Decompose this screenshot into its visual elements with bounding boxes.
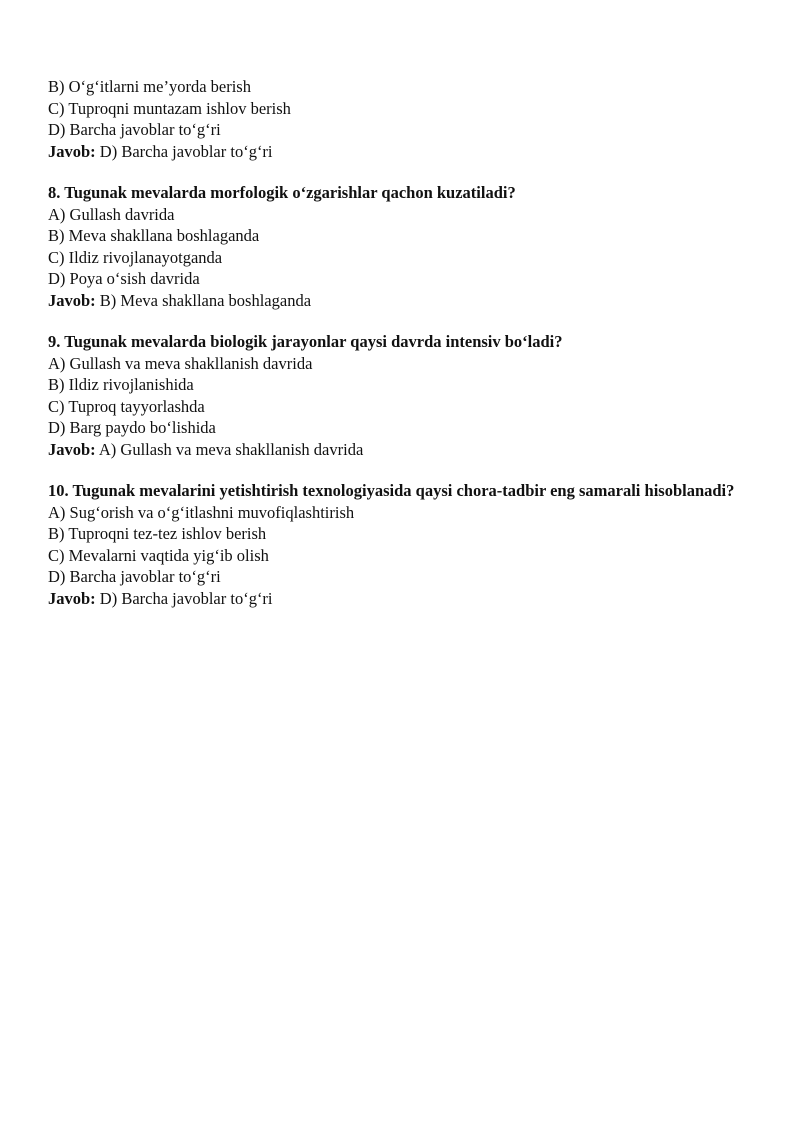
option-b: B) Ildiz rivojlanishida [48,375,194,394]
question-9 [48,331,748,460]
option-d: D) Barg paydo bo‘lishida [48,418,216,437]
option-a: A) Gullash va meva shakllanish davrida [48,353,313,373]
option-c: C) Ildiz rivojlanayotganda [48,247,223,267]
question-7-continuation [48,76,748,162]
question-text: 9. Tugunak mevalarda biologik jarayonlar qaysi davrda intensiv bo‘ladi? [48,332,563,351]
option-c: C) Mevalarni vaqtida yig‘ib olish [48,545,269,565]
option-d: D) Barcha javoblar to‘g‘ri [48,567,221,586]
option-c: C) Tuproqni muntazam ishlov berish [48,98,291,118]
question-text: 10. Tugunak mevalarini yetishtirish texnologiyasida qaysi chora-tadbir eng samarali hisoblanadi? [48,481,735,500]
answer-text: D) Barcha javoblar to‘g‘ri [99,141,273,161]
option-b: B) Meva shakllana boshlaganda [48,226,260,245]
answer-label: Javob: [48,588,96,608]
option-d: D) Poya o‘sish davrida [48,269,200,288]
option-b: B) Tuproqni tez-tez ishlov berish [48,524,267,543]
question-text: 8. Tugunak mevalarda morfologik o‘zgarishlar qachon kuzatiladi? [48,183,516,202]
option-b: B) O‘g‘itlarni me’yorda berish [48,77,251,96]
answer-label: Javob: [48,439,96,459]
answer-line [48,439,748,461]
answer-line [48,141,748,163]
question-8 [48,182,748,311]
answer-line [48,290,748,312]
document-page [48,76,748,609]
option-d: D) Barcha javoblar to‘g‘ri [48,120,221,139]
answer-text: A) Gullash va meva shakllanish davrida [98,439,364,459]
answer-label: Javob: [48,290,96,310]
option-a: A) Gullash davrida [48,204,175,224]
answer-text: B) Meva shakllana boshlaganda [99,290,312,310]
answer-text: D) Barcha javoblar to‘g‘ri [99,588,273,608]
question-10 [48,480,748,609]
option-c: C) Tuproq tayyorlashda [48,396,205,416]
answer-line [48,588,748,610]
answer-label: Javob: [48,141,96,161]
option-a: A) Sug‘orish va o‘g‘itlashni muvofiqlashtirish [48,502,355,522]
